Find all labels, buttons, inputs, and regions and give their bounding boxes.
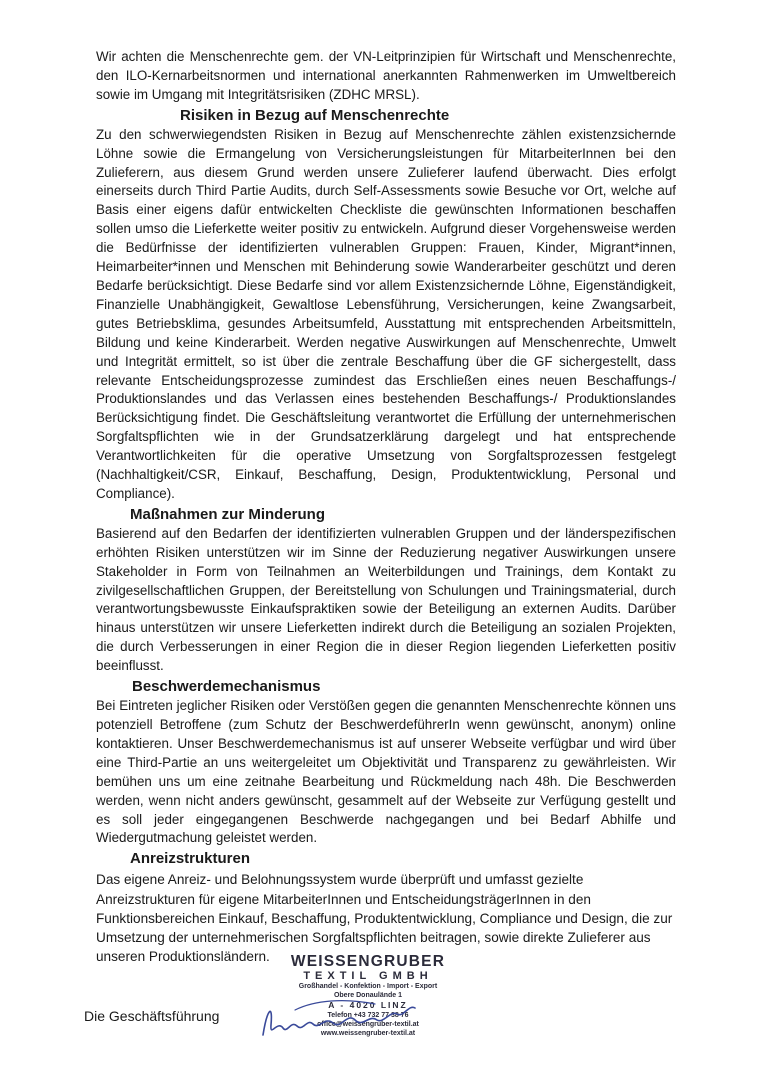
stamp-city: A - 4020 LINZ bbox=[328, 1000, 408, 1010]
stamp-line: www.weissengruber-textil.at bbox=[320, 1030, 416, 1037]
section-text-complaints: Bei Eintreten jeglicher Risiken oder Verstößen gegen die genannten Menschenrechte können uns potenziell Betroffene (zum Schutz der BeschwerdeführerIn wenn gewünscht, anonym) online kontaktieren. Unser Beschwerdemechanismus ist auf unserer Webseite verfügbar und wird über eine Third-Partie an uns weitergeleitet um Objektivität und Transparenz zu gewährleisten. Wir bemühen uns um eine zeitnahe Bearbeitung und Rückmeldung nach 48h. Die Beschwerden werden, wenn nicht anders gewünscht, gesammelt auf der Webseite zur Verfügung gestellt und es soll jeder eingegangenen Beschwerde nachgegangen und bei Bedarf Abhilfe und Wiedergutmachung geleistet werden. bbox=[96, 698, 676, 846]
section-heading-complaints: Beschwerdemechanismus bbox=[132, 678, 321, 696]
section-heading-risks: Risiken in Bezug auf Menschenrechte bbox=[180, 106, 450, 124]
stamp-company: WEISSENGRUBER bbox=[290, 953, 446, 970]
section-heading-measures: Maßnahmen zur Minderung bbox=[130, 505, 325, 523]
section-text-measures: Basierend auf den Bedarfen der identifizierten vulnerablen Gruppen und der länderspezifischen erhöhten Risiken unterstützen wir im Sinne der Reduzierung negativer Auswirkungen unsere Stakeholder in Form von Teilnahmen an Weiterbildungen und Trainings, dem Kontakt zu zivilgesellschaftlichen Gruppen, der Bereitstellung von Schulungen und Trainingsmaterial, durch verantwortungsbewusste Einkaufspraktiken sowie der Beteiligung an externen Audits. Darüber hinaus unterstützen wir unsere Lieferketten indirekt durch die Beteiligung an sozialen Projekten, die durch Verbesserungen in einer Region die in dieser Region liegenden Lieferketten positiv beeinflusst. bbox=[96, 525, 676, 674]
stamp-line: office@weissengruber-textil.at bbox=[317, 1021, 419, 1028]
signature-label: Die Geschäftsführung bbox=[84, 1008, 220, 1024]
document-page bbox=[96, 48, 676, 966]
section-text-risks: Zu den schwerwiegendsten Risiken in Bezug auf Menschenrechte zählen existenzsichernde Löhne sowie die Ermangelung von Versicherungsleistungen für MitarbeiterInnen bei den Zulieferern, aus diesem Grund werden unsere Zulieferer laufend überwacht. Dies erfolgt einerseits durch Third Partie Audits, durch Self-Assessments sowie Besuche vor Ort, welche auf Basis einer eigens dafür entwickelten Checkliste die gewünschten Informationen beschaffen sollen umso die Lieferkette weiter positiv zu entwickeln. Aufgrund dieser Vorgehensweise werden die Bedürfnisse der identifizierten vulnerablen Gruppen: Frauen, Kinder, Migrant*innen, Heimarbeiter*innen und Menschen mit Behinderung sowie Wanderarbeiter geschützt und deren Bedarfe berücksichtigt. Diese Bedarfe sind vor allem Existenzsichernde Löhne, Eigenständigkeit, Finanzielle Unabhängigkeit, Gewaltlose Lebensführung, Versicherungen, keine Zwangsarbeit, gutes Betriebsklima, gesundes Arbeitsumfeld, Ausstattung mit entsprechenden Arbeitsmitteln, Bildung und keine Kinderarbeit. Werden negative Auswirkungen auf Menschenrechte, Umwelt und Integrität ermittelt, so ist über die zentrale Beschaffung über die GF sichergestellt, dass relevante Entscheidungsprozesse zumindest das Erschließen eines neuen Beschaffungs-/ Produktionslandes und das Verlassen eines bestehenden Beschaffungs-/ Produktionslandes Berücksichtigung findet. Die Geschäftsleitung verantwortet die Erfüllung der unternehmerischen Sorgfaltspflichten wie in der Grundsatzerklärung dargelegt und hat entsprechende Verantwortlichkeiten für die operative Umsetzung von Sorgfaltsprozessen festgelegt (Nachhaltigkeit/CSR, Einkauf, Beschaffung, Design, Produktentwicklung, Personal und Compliance). bbox=[96, 126, 676, 501]
stamp-line: Telefon +43 732 77 38 76 bbox=[327, 1012, 409, 1019]
stamp-subtitle: TEXTIL GMBH bbox=[303, 970, 433, 982]
handwritten-signature-icon bbox=[255, 990, 425, 1050]
stamp-line: Obere Donaulände 1 bbox=[333, 992, 403, 999]
section-heading-incentives: Anreizstrukturen bbox=[130, 850, 251, 868]
intro-paragraph: Wir achten die Menschenrechte gem. der VN-Leitprinzipien für Wirtschaft und Menschenrechte, den ILO-Kernarbeitsnormen und international anerkannten Rahmenwerken im Umweltbereich sowie im Umgang mit Integritätsrisiken (ZDHC MRSL). bbox=[96, 49, 676, 102]
stamp-line: Großhandel - Konfektion - Import - Export bbox=[298, 983, 438, 990]
section-text-incentives: Das eigene Anreiz- und Belohnungssystem wurde überprüft und umfasst gezielte Anreizstrukturen für eigene MitarbeiterInnen und EntscheidungsträgerInnen in den Funktionsbereichen Einkauf, Beschaffung, Produktentwicklung, Compliance und Design, die zur Umsetzung der unternehmerischen Sorgfaltspflichten beitragen, sowie direkte Zulieferer aus unseren Produktionsländern. bbox=[96, 872, 673, 965]
